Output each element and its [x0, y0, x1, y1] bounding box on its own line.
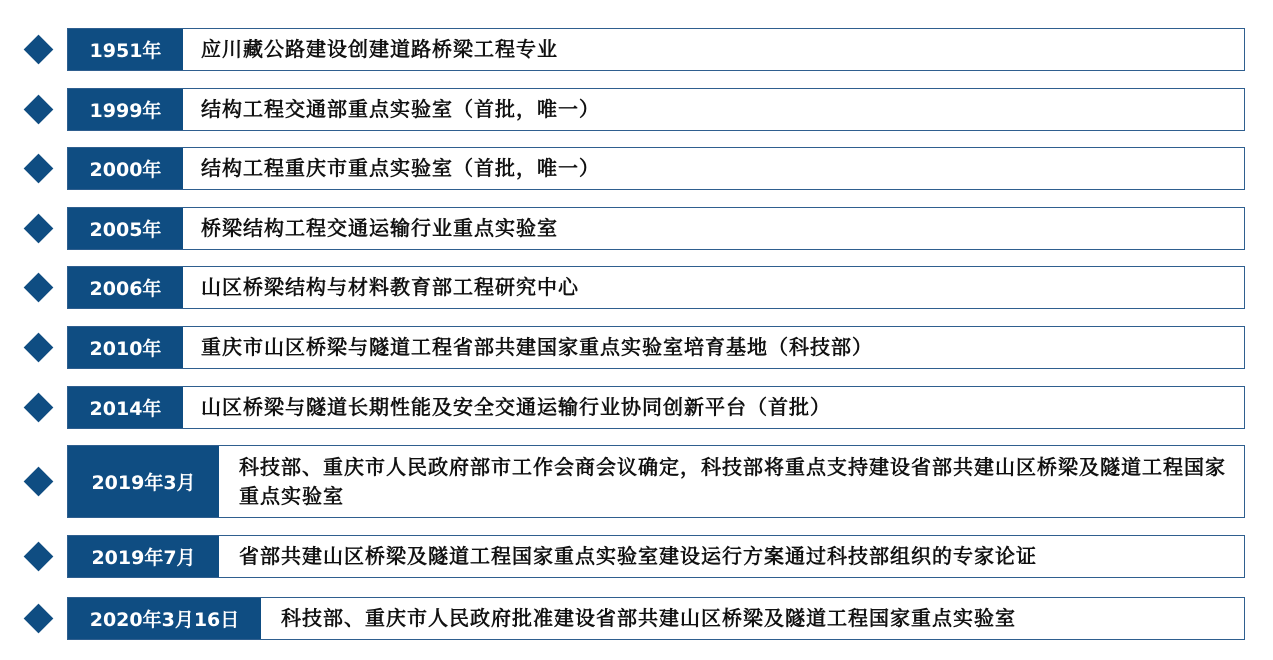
milestone-year: 1951年 [68, 29, 183, 70]
timeline-row [0, 386, 1273, 429]
timeline-row [0, 445, 1273, 518]
timeline-row [0, 147, 1273, 190]
milestone-year: 2010年 [68, 327, 183, 368]
timeline-row [0, 28, 1273, 71]
milestone-text: 桥梁结构工程交通运输行业重点实验室 [201, 216, 558, 240]
milestone-year: 2006年 [68, 267, 183, 308]
timeline-row [0, 535, 1273, 578]
milestone-box [67, 535, 1245, 578]
diamond-bullet-icon [24, 95, 54, 125]
milestone-box [67, 147, 1245, 190]
diamond-bullet-icon [24, 154, 54, 184]
diamond-bullet-icon [24, 393, 54, 423]
milestone-year: 2019年3月 [68, 446, 219, 517]
milestone-box [67, 28, 1245, 71]
timeline-row [0, 266, 1273, 309]
diamond-bullet-icon [24, 35, 54, 65]
timeline-row [0, 207, 1273, 250]
milestone-text: 结构工程重庆市重点实验室（首批，唯一） [201, 156, 600, 180]
milestone-year: 2005年 [68, 208, 183, 249]
milestone-box [67, 266, 1245, 309]
milestone-box [67, 445, 1245, 518]
milestone-year: 2014年 [68, 387, 183, 428]
milestone-text: 结构工程交通部重点实验室（首批，唯一） [201, 97, 600, 121]
timeline-row [0, 597, 1273, 640]
milestone-box [67, 597, 1245, 640]
diamond-bullet-icon [24, 214, 54, 244]
diamond-bullet-icon [24, 604, 54, 634]
diamond-bullet-icon [24, 273, 54, 303]
milestone-text: 山区桥梁与隧道长期性能及安全交通运输行业协同创新平台（首批） [201, 395, 831, 419]
timeline-row [0, 88, 1273, 131]
milestone-text: 应川藏公路建设创建道路桥梁工程专业 [201, 37, 558, 61]
milestone-text: 重庆市山区桥梁与隧道工程省部共建国家重点实验室培育基地（科技部） [201, 335, 873, 359]
milestone-year: 1999年 [68, 89, 183, 130]
milestone-text: 科技部、重庆市人民政府批准建设省部共建山区桥梁及隧道工程国家重点实验室 [281, 606, 1016, 630]
milestone-text: 山区桥梁结构与材料教育部工程研究中心 [201, 275, 579, 299]
milestone-text: 省部共建山区桥梁及隧道工程国家重点实验室建设运行方案通过科技部组织的专家论证 [239, 544, 1037, 568]
milestone-box [67, 326, 1245, 369]
milestone-year: 2020年3月16日 [68, 598, 261, 639]
milestone-year: 2000年 [68, 148, 183, 189]
timeline-row [0, 326, 1273, 369]
milestone-text: 科技部、重庆市人民政府部市工作会商会议确定，科技部将重点支持建设省部共建山区桥梁及隧道工程国家重点实验室 [239, 454, 1226, 508]
milestone-box [67, 88, 1245, 131]
milestone-year: 2019年7月 [68, 536, 219, 577]
diamond-bullet-icon [24, 542, 54, 572]
milestone-box [67, 386, 1245, 429]
diamond-bullet-icon [24, 333, 54, 363]
milestone-box [67, 207, 1245, 250]
diamond-bullet-icon [24, 467, 54, 497]
